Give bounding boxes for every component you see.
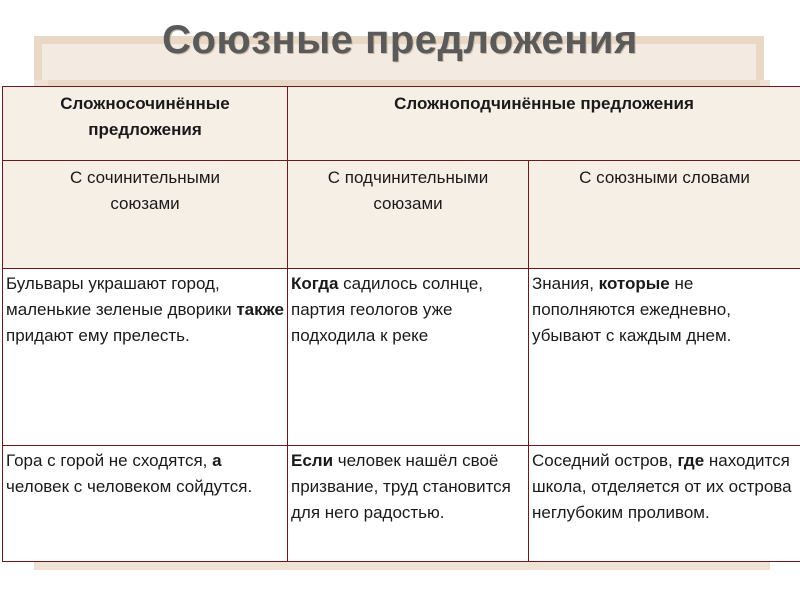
sentence-types-table	[2, 86, 800, 562]
header-row	[3, 87, 800, 161]
example-cell	[3, 446, 288, 562]
page-title: Союзные предложения	[162, 18, 638, 62]
conjunction: также	[236, 300, 284, 319]
conjunction: Когда	[291, 274, 339, 293]
example-text: придают ему прелесть.	[6, 326, 190, 345]
example-text: человек нашёл своё призвание, труд становится для него радостью.	[291, 451, 511, 522]
example-cell	[288, 269, 529, 446]
example-text: человек с человеком сойдутся.	[6, 477, 253, 496]
header-complex: Сложноподчинённые предложения	[288, 87, 800, 161]
example-cell	[288, 446, 529, 562]
example-row-2	[3, 446, 800, 562]
subheader-coordinating: С сочинительными союзами	[3, 161, 288, 269]
example-cell	[529, 269, 800, 446]
conjunction: которые	[598, 274, 670, 293]
example-text: Бульвары украшают город, маленькие зеленые дворики	[6, 274, 237, 319]
conjunction: Если	[291, 451, 334, 470]
example-row-1	[3, 269, 800, 446]
conjunction: где	[677, 451, 705, 470]
conjunction: а	[212, 451, 222, 470]
example-text: Знания,	[532, 274, 599, 293]
example-text: Соседний остров,	[532, 451, 678, 470]
subheader-row	[3, 161, 800, 269]
example-cell	[3, 269, 288, 446]
subheader-subordinating: С подчинительными союзами	[288, 161, 529, 269]
example-text: садилось солнце, партия геологов уже подходила к реке	[291, 274, 483, 345]
example-text: не пополняются ежедневно, убывают с каждым днем.	[532, 274, 732, 345]
subheader-relative: С союзными словами	[529, 161, 800, 269]
header-compound: Сложносочинённые предложения	[3, 87, 288, 161]
example-text: находится школа, отделяется от их острова неглубоким проливом.	[532, 451, 792, 522]
example-text: Гора с горой не сходятся,	[6, 451, 213, 470]
example-cell	[529, 446, 800, 562]
